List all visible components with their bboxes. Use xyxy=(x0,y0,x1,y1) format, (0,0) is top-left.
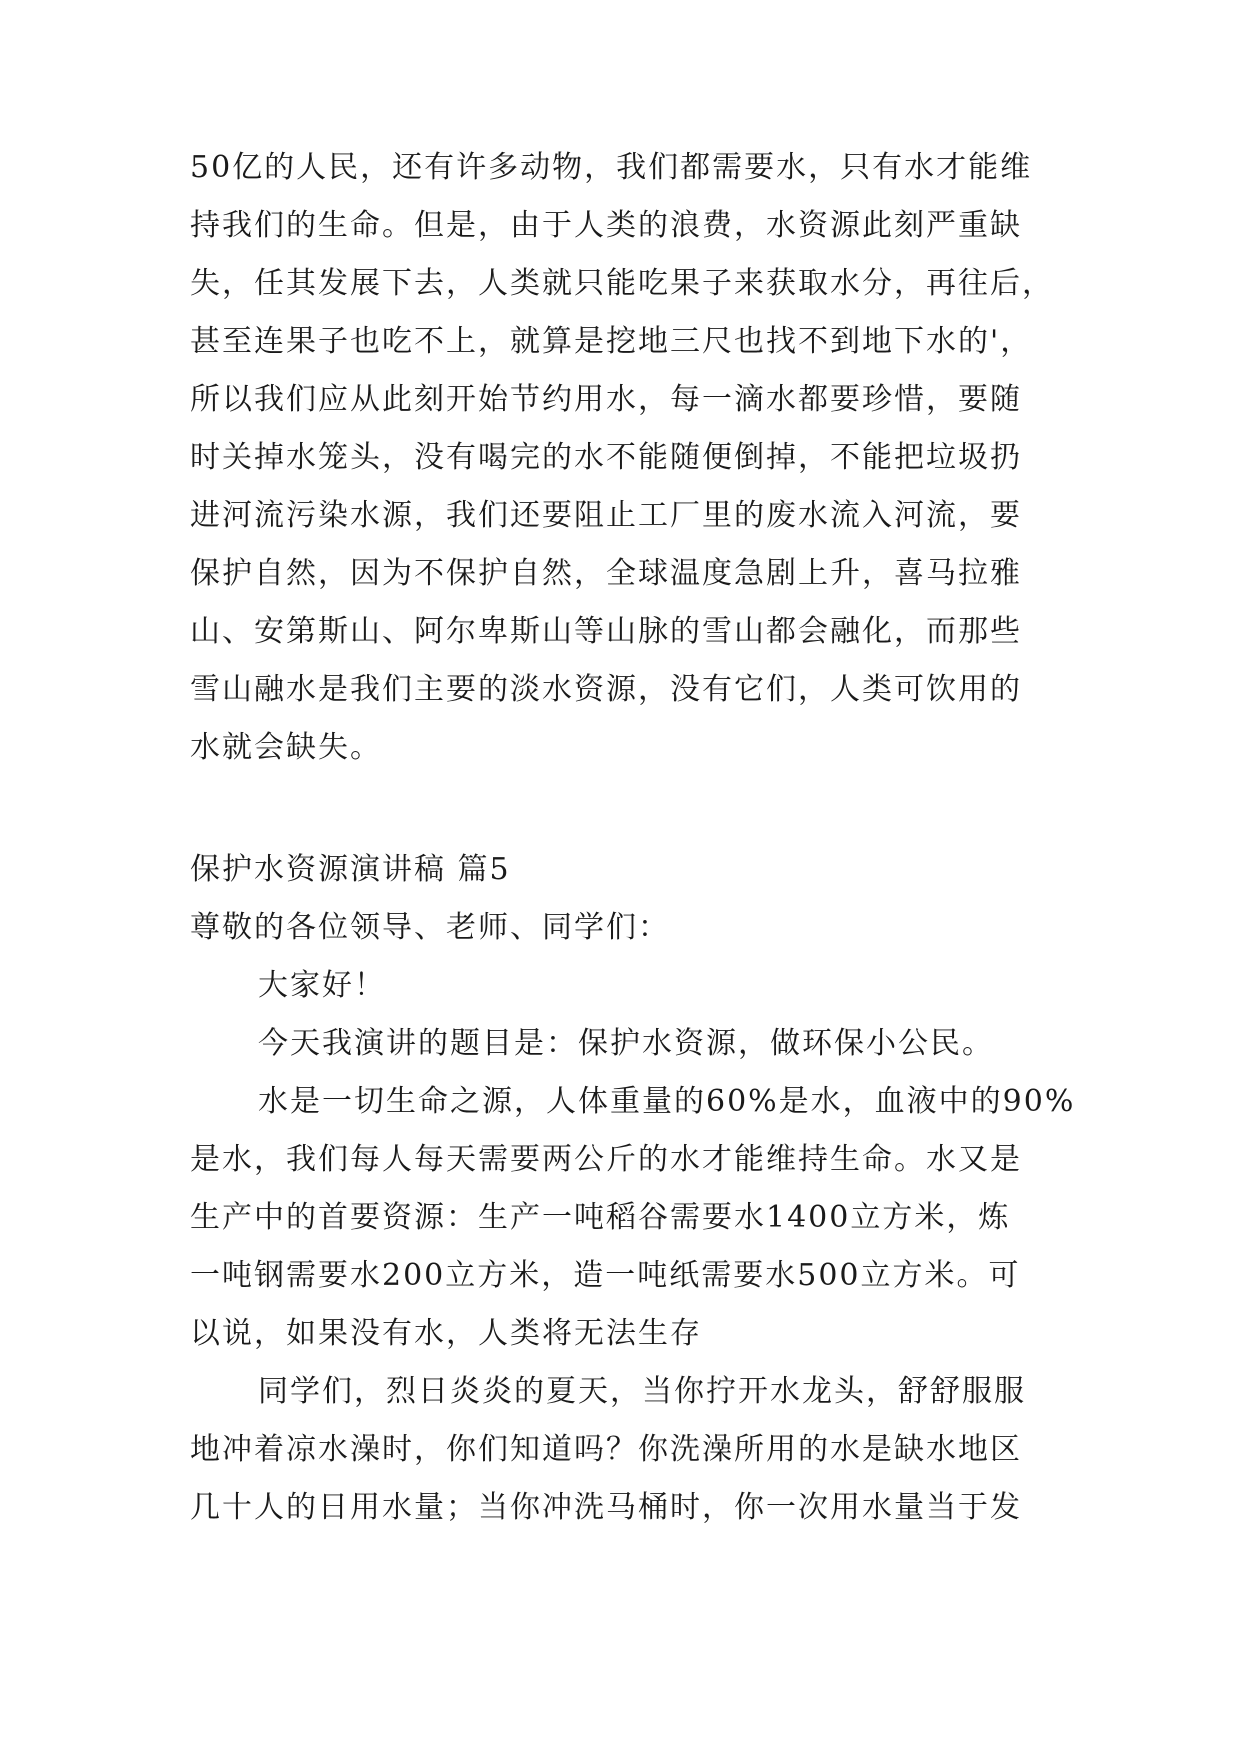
text-line: 以说，如果没有水，人类将无法生存 xyxy=(190,1316,702,1351)
text-line: 水就会缺失。 xyxy=(190,730,382,765)
text-line: 失，任其发展下去，人类就只能吃果子来获取水分，再往后， xyxy=(190,266,1054,301)
salutation: 尊敬的各位领导、老师、同学们： xyxy=(190,910,670,945)
text-line: 一吨钢需要水200立方米，造一吨纸需要水500立方米。可 xyxy=(190,1258,1021,1293)
text-line: 同学们，烈日炎炎的夏天，当你拧开水龙头，舒舒服服 xyxy=(258,1374,1026,1409)
text-line: 几十人的日用水量；当你冲洗马桶时，你一次用水量当于发 xyxy=(190,1490,1022,1525)
text-line: 地冲着凉水澡时，你们知道吗？你洗澡所用的水是缺水地区 xyxy=(190,1432,1022,1467)
text-line: 雪山融水是我们主要的淡水资源，没有它们，人类可饮用的 xyxy=(190,672,1022,707)
text-line: 甚至连果子也吃不上，就算是挖地三尺也找不到地下水的'， xyxy=(190,324,1033,359)
section-title: 保护水资源演讲稿 篇5 xyxy=(190,852,511,887)
text-line: 水是一切生命之源，人体重量的60%是水，血液中的90% xyxy=(258,1084,1076,1119)
document-page xyxy=(190,0,1076,1754)
text-line: 山、安第斯山、阿尔卑斯山等山脉的雪山都会融化，而那些 xyxy=(190,614,1022,649)
text-line: 保护自然，因为不保护自然，全球温度急剧上升，喜马拉雅 xyxy=(190,556,1022,591)
text-line: 生产中的首要资源：生产一吨稻谷需要水1400立方米，炼 xyxy=(190,1200,1011,1235)
text-line: 进河流污染水源，我们还要阻止工厂里的废水流入河流，要 xyxy=(190,498,1022,533)
topic-line: 今天我演讲的题目是：保护水资源，做环保小公民。 xyxy=(258,1026,994,1061)
text-line: 时关掉水笼头，没有喝完的水不能随便倒掉，不能把垃圾扔 xyxy=(190,440,1022,475)
text-line: 所以我们应从此刻开始节约用水，每一滴水都要珍惜，要随 xyxy=(190,382,1022,417)
greeting: 大家好！ xyxy=(258,968,386,1003)
text-line: 50亿的人民，还有许多动物，我们都需要水，只有水才能维 xyxy=(190,150,1033,185)
text-line: 是水，我们每人每天需要两公斤的水才能维持生命。水又是 xyxy=(190,1142,1022,1177)
text-line: 持我们的生命。但是，由于人类的浪费，水资源此刻严重缺 xyxy=(190,208,1022,243)
